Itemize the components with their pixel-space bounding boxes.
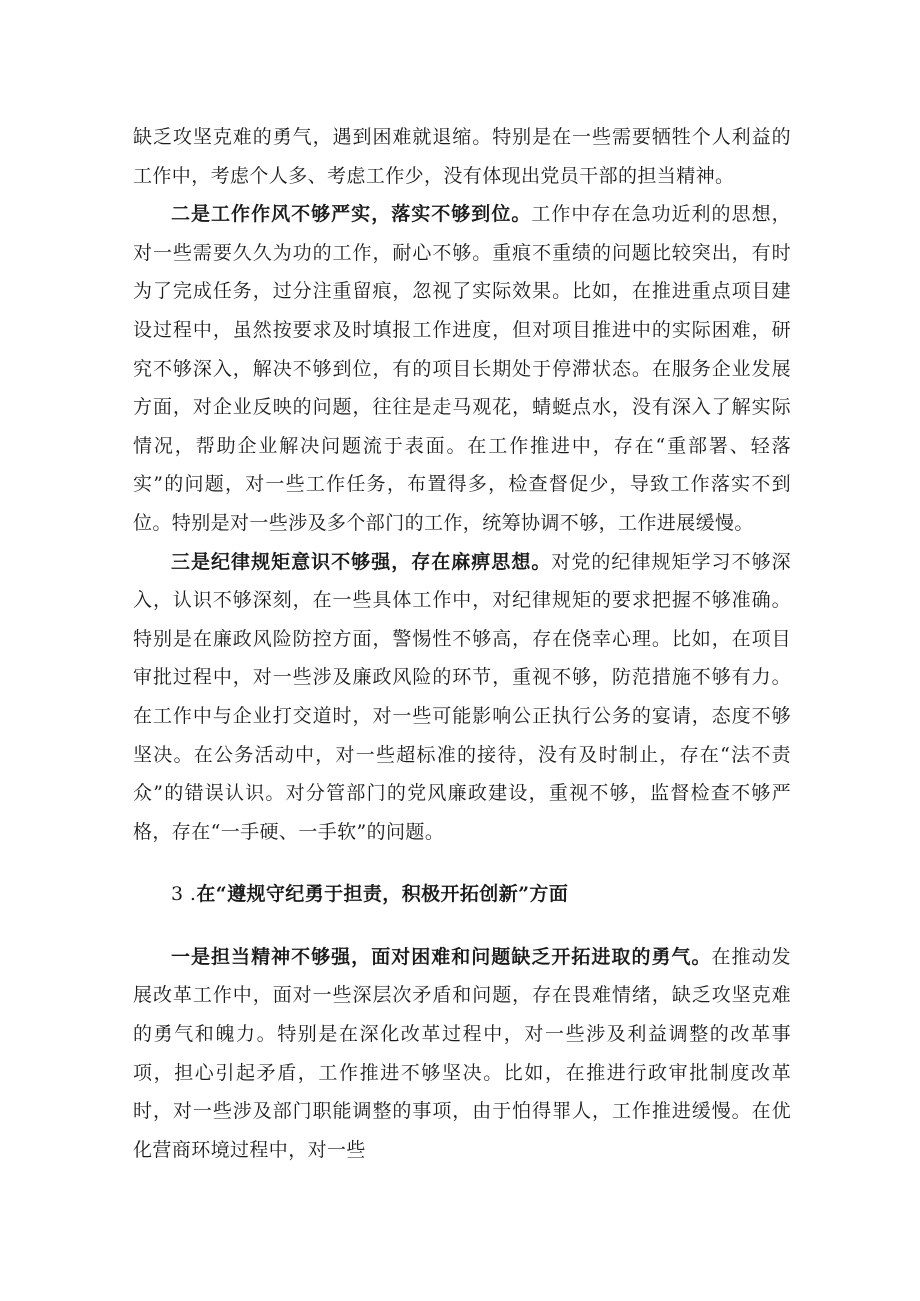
paragraph-lead: 一是担当精神不够强，面对困难和问题缺乏开拓进取的勇气。 — [171, 945, 712, 968]
paragraph-work-style — [133, 195, 791, 542]
paragraph-discipline — [133, 543, 791, 852]
paragraph-text: 对党的纪律规矩学习不够深入，认识不够深刻，在一些具体工作中，对纪律规矩的要求把握不够准确。特别是在廉政风险防控方面，警惕性不够高，存在侥幸心理。比如，在项目审批过程中，对一些涉及廉政风险的环节，重视不够，防范措施不够有力。在工作中与企业打交道时，对一些可能影响公正执行公务的宴请，态度不够坚决。在公务活动中，对一些超标准的接待，没有及时制止，存在“法不责众”的错误认识。对分管部门的党风廉政建设，重视不够，监督检查不够严格，存在“一手硬、一手软”的问题。 — [133, 550, 791, 843]
paragraph-lead: 三是纪律规矩意识不够强，存在麻痹思想。 — [171, 550, 552, 573]
paragraph-text: 缺乏攻坚克难的勇气，遇到困难就退缩。特别是在一些需要牺牲个人利益的工作中，考虑个人多、考虑工作少，没有体现出党员干部的担当精神。 — [133, 126, 791, 187]
section-title: 在“遵规守纪勇于担责，积极开拓创新”方面 — [196, 883, 569, 906]
document-page — [133, 118, 791, 1169]
paragraph-lead: 二是工作作风不够严实，落实不够到位。 — [171, 203, 532, 226]
section-number: 3 . — [171, 883, 197, 906]
section-heading — [133, 875, 791, 914]
paragraph-continuation — [133, 118, 791, 195]
paragraph-responsibility — [133, 938, 791, 1170]
paragraph-text: 工作中存在急功近利的思想，对一些需要久久为功的工作，耐心不够。重痕不重绩的问题比较突出，有时为了完成任务，过分注重留痕，忽视了实际效果。比如，在推进重点项目建设过程中，虽然按要求及时填报工作进度，但对项目推进中的实际困难，研究不够深入，解决不够到位，有的项目长期处于停滞状态。在服务企业发展方面，对企业反映的问题，往往是走马观花，蜻蜓点水，没有深入了解实际情况，帮助企业解决问题流于表面。在工作推进中，存在“重部署、轻落实”的问题，对一些工作任务，布置得多，检查督促少，导致工作落实不到位。特别是对一些涉及多个部门的工作，统筹协调不够，工作进展缓慢。 — [133, 203, 791, 534]
paragraph-text: 在推动发展改革工作中，面对一些深层次矛盾和问题，存在畏难情绪，缺乏攻坚克难的勇气和魄力。特别是在深化改革过程中，对一些涉及利益调整的改革事项，担心引起矛盾，工作推进不够坚决。比如，在推进行政审批制度改革时，对一些涉及部门职能调整的事项，由于怕得罪人，工作推进缓慢。在优化营商环境过程中，对一些 — [133, 945, 791, 1161]
